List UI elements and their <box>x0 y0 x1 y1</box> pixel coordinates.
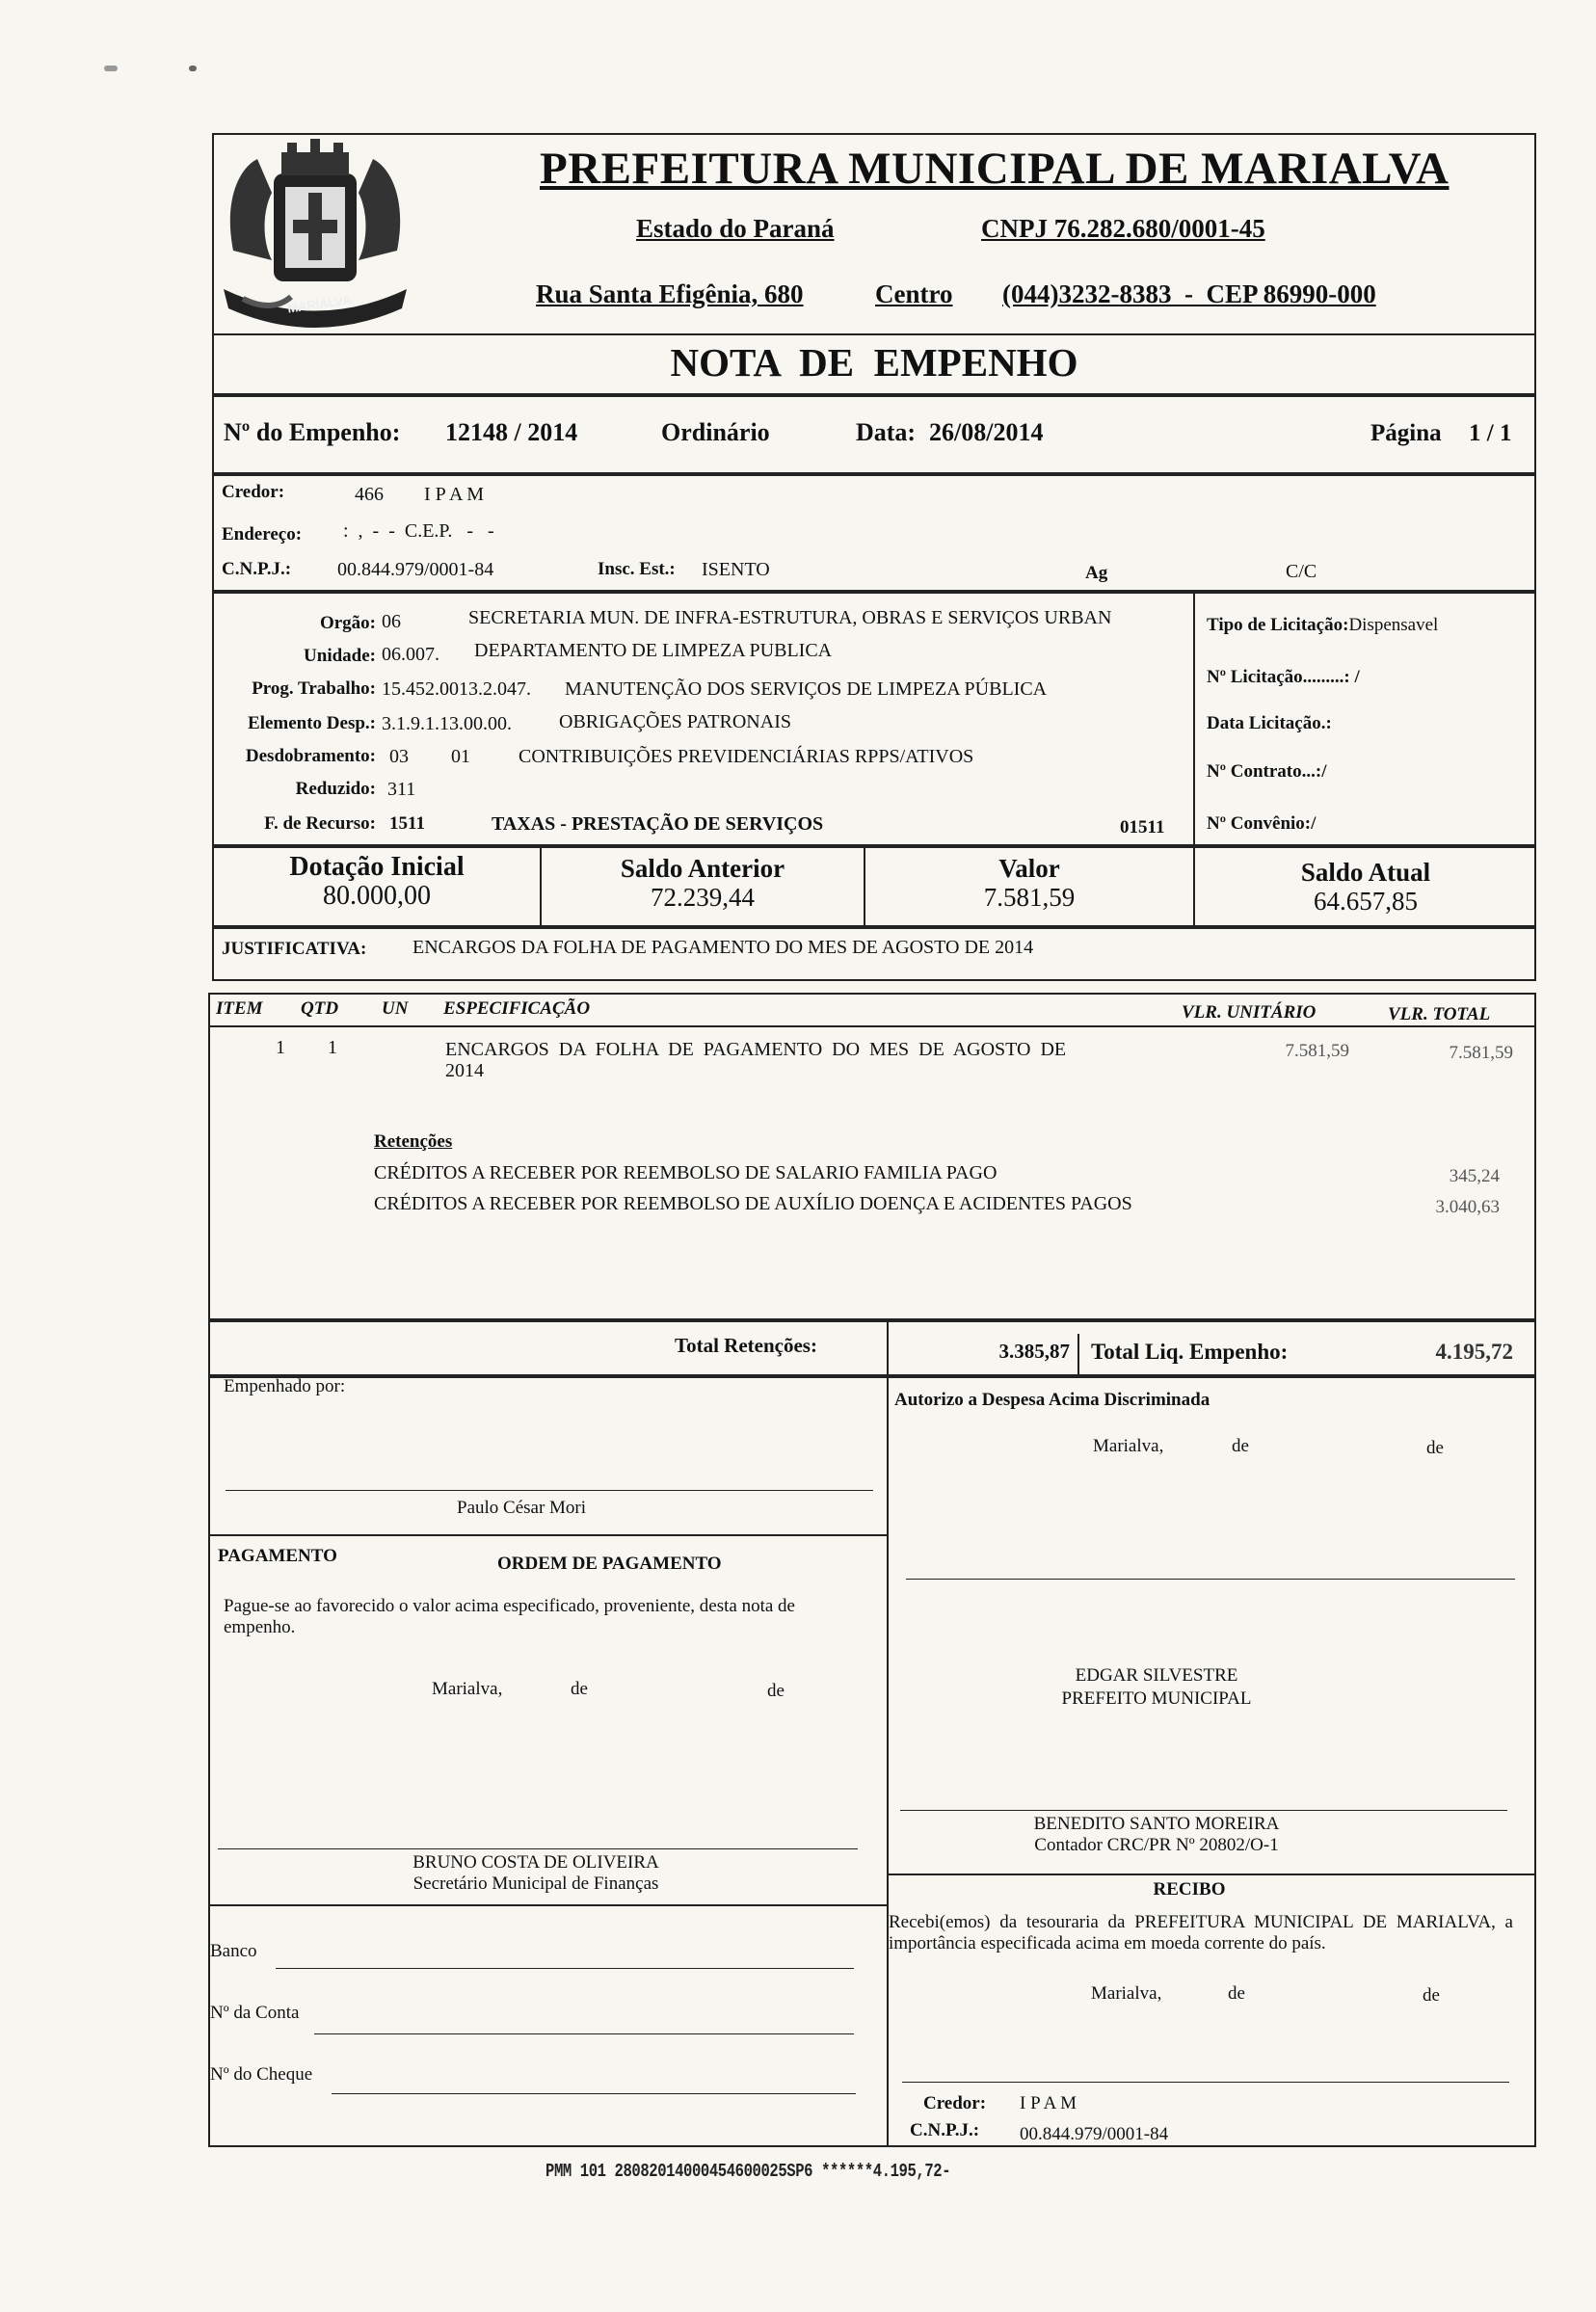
prog-trabalho-desc: MANUTENÇÃO DOS SERVIÇOS DE LIMPEZA PÚBLICA <box>565 678 1048 700</box>
cnpj-value: 00.844.979/0001-84 <box>337 559 494 580</box>
authorization-box <box>208 1376 1536 2147</box>
divider <box>208 1534 887 1536</box>
pagamento-label: PAGAMENTO <box>218 1546 337 1566</box>
signature-line <box>906 1579 1515 1580</box>
desdobramento-desc: CONTRIBUIÇÕES PREVIDENCIÁRIAS RPPS/ATIVOS <box>519 746 974 767</box>
recibo-credor-value: I P A M <box>1020 2093 1077 2113</box>
autorizo-de2: de <box>1426 1438 1444 1458</box>
finance-title: Secretário Municipal de Finanças <box>412 1874 659 1894</box>
dotacao-value: 80.000,00 <box>323 881 431 911</box>
desdobramento-label: Desdobramento: <box>245 746 376 766</box>
recibo-de2: de <box>1423 1985 1440 2006</box>
retencoes-title: Retenções <box>374 1131 453 1152</box>
recibo-cnpj-label: C.N.P.J.: <box>910 2120 980 2140</box>
barcode-text: PMM 101 28082014000454600025SP6 ******4.195,72- <box>545 2161 951 2182</box>
justificativa-label: JUSTIFICATIVA: <box>222 939 367 959</box>
retencao-desc: CRÉDITOS A RECEBER POR REEMBOLSO DE AUXÍLIO DOENÇA E ACIDENTES PAGOS <box>374 1193 1132 1214</box>
ag-label: Ag <box>1085 563 1108 583</box>
empenho-number-label: Nº do Empenho: <box>224 418 401 446</box>
empenho-date: 26/08/2014 <box>929 418 1044 446</box>
un-header: UN <box>382 998 409 1019</box>
empenho-type: Ordinário <box>661 418 770 446</box>
justificativa-text: ENCARGOS DA FOLHA DE PAGAMENTO DO MES DE AGOSTO DE 2014 <box>412 937 1034 958</box>
item-desc-line1: ENCARGOS DA FOLHA DE PAGAMENTO DO MES DE AGOSTO DE <box>445 1039 1067 1060</box>
page-label: Página <box>1370 420 1442 446</box>
dotacao-label: Dotação Inicial <box>289 852 465 882</box>
divider <box>1077 1334 1079 1376</box>
endereco-value: : , - - C.E.P. - - <box>343 520 494 542</box>
numero-licitacao: Nº Licitação.........: / <box>1207 667 1360 687</box>
retencao-desc: CRÉDITOS A RECEBER POR REEMBOLSO DE SALARIO FAMILIA PAGO <box>374 1162 998 1183</box>
saldo-anterior-label: Saldo Anterior <box>620 854 785 883</box>
empenho-date-label: Data: <box>856 418 917 446</box>
item-vlr-unit: 7.581,59 <box>1285 1041 1349 1061</box>
reduzido-value: 311 <box>387 779 416 800</box>
saldo-atual-value: 64.657,85 <box>1314 887 1418 916</box>
pagamento-de1: de <box>571 1679 588 1699</box>
item-vlr-total: 7.581,59 <box>1449 1043 1513 1063</box>
item-desc-line2: 2014 <box>445 1060 484 1081</box>
signature-line <box>226 1490 873 1491</box>
signature-line <box>902 2082 1509 2083</box>
cnpj-label: CNPJ 76.282.680/0001-45 <box>981 214 1265 243</box>
orgao-code: 06 <box>382 611 401 632</box>
elemento-label: Elemento Desp.: <box>248 713 376 733</box>
credor-label: Credor: <box>222 482 285 502</box>
scan-mark <box>104 66 118 71</box>
valor-label: Valor <box>998 854 1060 883</box>
coat-of-arms-logo <box>214 135 416 337</box>
accountant-title: Contador CRC/PR Nº 20802/O-1 <box>1034 1835 1279 1855</box>
divider <box>887 1874 1536 1875</box>
empenho-number: 12148 / 2014 <box>445 418 578 446</box>
item-qty: 1 <box>328 1037 337 1058</box>
especificacao-header: ESPECIFICAÇÃO <box>443 998 591 1019</box>
mayor-name: EDGAR SILVESTRE <box>1075 1665 1238 1686</box>
numero-convenio: Nº Convênio:/ <box>1207 813 1317 834</box>
divider <box>208 1025 1536 1027</box>
signature-line <box>218 1848 858 1849</box>
divider <box>212 333 1536 335</box>
autorizo-label: Autorizo a Despesa Acima Discriminada <box>894 1390 1210 1410</box>
prog-trabalho-label: Prog. Trabalho: <box>252 678 376 699</box>
orgao-label: Orgão: <box>319 613 376 633</box>
desdobramento-code2: 01 <box>451 746 470 767</box>
document-title: NOTA DE EMPENHO <box>670 340 1078 385</box>
pagamento-place: Marialva, <box>432 1679 503 1699</box>
accountant-name: BENEDITO SANTO MOREIRA <box>1033 1814 1280 1834</box>
item-header: ITEM <box>216 998 263 1019</box>
reduzido-label: Reduzido: <box>295 779 376 799</box>
orgao-desc: SECRETARIA MUN. DE INFRA-ESTRUTURA, OBRAS E SERVIÇOS URBAN <box>468 607 1112 628</box>
banco-line <box>276 1968 854 1969</box>
endereco-label: Endereço: <box>222 524 303 545</box>
retencao-value: 345,24 <box>1449 1166 1500 1186</box>
total-retencoes-value: 3.385,87 <box>998 1340 1070 1363</box>
recibo-title: RECIBO <box>1153 1879 1226 1900</box>
recurso-code: 1511 <box>389 813 425 834</box>
autorizo-place: Marialva, <box>1093 1436 1164 1456</box>
unidade-desc: DEPARTAMENTO DE LIMPEZA PUBLICA <box>474 640 833 661</box>
retencao-value: 3.040,63 <box>1435 1197 1500 1217</box>
recurso-label: F. de Recurso: <box>264 813 376 834</box>
autorizo-de1: de <box>1232 1436 1249 1456</box>
saldo-atual-label: Saldo Atual <box>1300 858 1431 887</box>
numero-contrato: Nº Contrato...:/ <box>1207 761 1327 782</box>
page-title: PREFEITURA MUNICIPAL DE MARIALVA <box>540 144 1450 194</box>
total-liquido-value: 4.195,72 <box>1435 1340 1513 1364</box>
divider <box>887 1320 889 1376</box>
cheque-label: Nº do Cheque <box>210 2064 313 2085</box>
recurso-desc: TAXAS - PRESTAÇÃO DE SERVIÇOS <box>492 813 824 835</box>
address-street: Rua Santa Efigênia, 680 <box>536 279 804 308</box>
elemento-desc: OBRIGAÇÕES PATRONAIS <box>559 711 791 732</box>
data-licitacao: Data Licitação.: <box>1207 713 1332 733</box>
qtd-header: QTD <box>301 998 339 1019</box>
address-district: Centro <box>875 279 953 308</box>
finance-name: BRUNO COSTA DE OLIVEIRA <box>412 1852 659 1873</box>
elemento-code: 3.1.9.1.13.00.00. <box>382 713 512 734</box>
recibo-credor-label: Credor: <box>923 2093 987 2113</box>
banco-label: Banco <box>210 1941 257 1961</box>
pagamento-text: Pague-se ao favorecido o valor acima especificado, proveniente, desta nota de empenho. <box>224 1596 795 1637</box>
recibo-place: Marialva, <box>1091 1983 1162 2004</box>
cheque-line <box>332 2093 856 2094</box>
empenhado-name: Paulo César Mori <box>457 1498 587 1518</box>
valor-value: 7.581,59 <box>983 883 1076 912</box>
cnpj-label: C.N.P.J.: <box>222 559 292 579</box>
state-label: Estado do Paraná <box>636 214 835 243</box>
insc-value: ISENTO <box>702 559 770 580</box>
tipo-licitacao-value: Dispensavel <box>1348 615 1439 635</box>
mayor-title: PREFEITO MUNICIPAL <box>1061 1688 1252 1709</box>
cc-label: C/C <box>1286 561 1317 582</box>
totals-box <box>208 1320 1536 1376</box>
recibo-cnpj-value: 00.844.979/0001-84 <box>1020 2124 1169 2144</box>
prog-trabalho-code: 15.452.0013.2.047. <box>382 678 531 700</box>
unidade-label: Unidade: <box>304 646 376 666</box>
recurso-code2: 01511 <box>1120 817 1165 837</box>
total-retencoes-label: Total Retenções: <box>675 1334 817 1357</box>
insc-label: Insc. Est.: <box>598 559 676 579</box>
credor-name: I P A M <box>424 484 485 505</box>
saldo-anterior-value: 72.239,44 <box>651 883 755 912</box>
divider <box>887 1376 889 2147</box>
page-number: 1 / 1 <box>1469 420 1512 446</box>
coat-of-arms-text: MARIALVA <box>286 292 353 316</box>
recibo-text: Recebi(emos) da tesouraria da PREFEITURA MUNICIPAL DE MARIALVA, a importância especificada acima em moeda corrente do país. <box>889 1912 1513 1953</box>
item-number: 1 <box>276 1037 285 1058</box>
pagamento-de2: de <box>767 1681 785 1701</box>
divider <box>208 1904 887 1906</box>
conta-label: Nº da Conta <box>210 2003 300 2023</box>
signature-line <box>900 1810 1507 1811</box>
ordem-pagamento-label: ORDEM DE PAGAMENTO <box>497 1554 722 1574</box>
conta-line <box>314 2033 854 2034</box>
desdobramento-code1: 03 <box>389 746 409 767</box>
address-phone-cep: (044)3232-8383 - CEP 86990-000 <box>1002 279 1376 308</box>
vlr-unitario-header: VLR. UNITÁRIO <box>1182 1002 1317 1023</box>
tipo-licitacao <box>1207 615 1438 636</box>
recibo-de1: de <box>1228 1983 1245 2004</box>
empenhado-por-label: Empenhado por: <box>224 1376 346 1396</box>
total-liquido-label: Total Liq. Empenho: <box>1091 1340 1289 1364</box>
divider <box>1193 592 1195 846</box>
tipo-licitacao-label: Tipo de Licitação: <box>1207 615 1349 635</box>
credor-code: 466 <box>355 484 384 505</box>
vlr-total-header: VLR. TOTAL <box>1388 1004 1491 1024</box>
scan-mark <box>189 66 197 71</box>
unidade-code: 06.007. <box>382 644 439 665</box>
